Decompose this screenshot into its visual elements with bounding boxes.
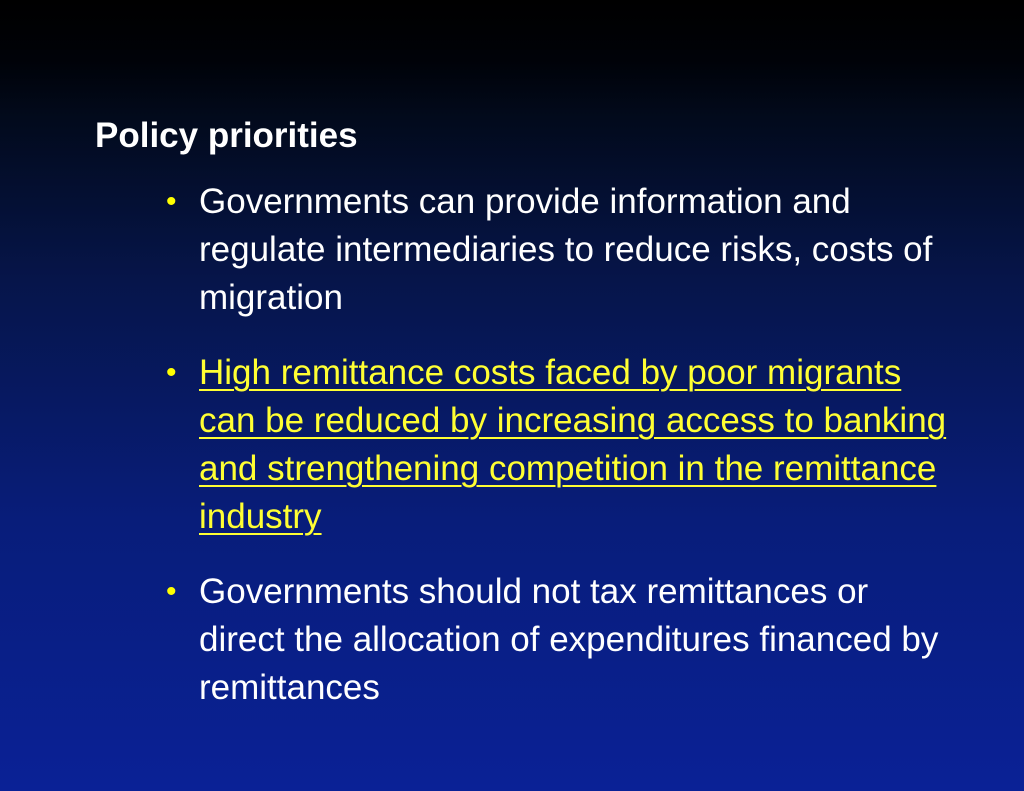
bullet-item-information	[160, 178, 960, 322]
bullet-text: Governments can provide information and regulate intermediaries to reduce risks, costs of migration	[199, 182, 933, 317]
bullet-item-remittance-costs[interactable]	[160, 349, 960, 541]
bullet-icon: •	[166, 356, 177, 389]
slide-title: Policy priorities	[95, 116, 358, 155]
remittance-costs-link[interactable]: High remittance costs faced by poor migrants can be reduced by increasing access to banking and strengthening competition in the remittance industry	[199, 353, 947, 536]
bullet-item-taxation	[160, 568, 960, 712]
bullet-text: Governments should not tax remittances or direct the allocation of expenditures financed by remittances	[199, 572, 939, 707]
bullet-list	[160, 178, 960, 739]
bullet-icon: •	[166, 575, 177, 608]
bullet-icon: •	[166, 185, 177, 218]
